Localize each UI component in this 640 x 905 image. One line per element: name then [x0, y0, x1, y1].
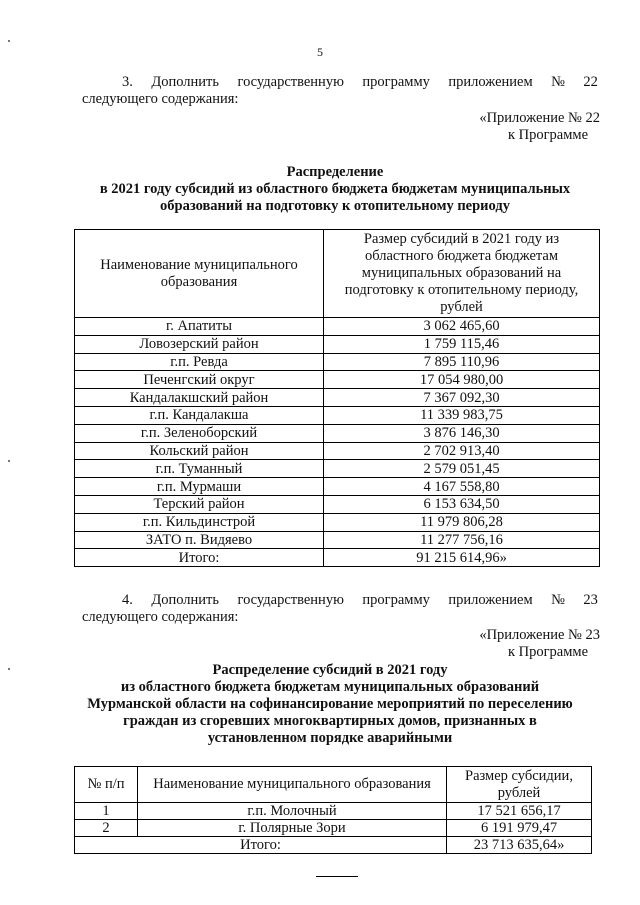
item-4-word: №	[551, 592, 565, 608]
cell-name: Ловозерский район	[75, 335, 324, 353]
cell-number: 2	[75, 820, 138, 837]
item-3-word: 22	[583, 74, 598, 90]
title-23-line: из областного бюджета бюджетам муниципальных образований	[120, 679, 540, 695]
item-3-word: приложением	[448, 74, 533, 90]
cell-amount: 4 167 558,80	[324, 478, 600, 496]
cell-name: г.п. Туманный	[75, 460, 324, 478]
item-4-paragraph	[82, 592, 598, 626]
item-4-word: 23	[583, 592, 598, 608]
table-row	[75, 513, 600, 531]
table-row	[75, 406, 600, 424]
table-row	[75, 335, 600, 353]
title-22	[70, 164, 600, 215]
cell-name: Терский район	[75, 495, 324, 513]
item-3-line-2: следующего содержания:	[82, 91, 239, 107]
page-number: 5	[317, 45, 323, 59]
cell-amount: 6 153 634,50	[324, 495, 600, 513]
table-row	[75, 495, 600, 513]
cell-name: ЗАТО п. Видяево	[75, 531, 324, 549]
cell-name: Кольский район	[75, 442, 324, 460]
table-22-header-row	[75, 230, 600, 318]
appendix-23-line-2: к Программе	[507, 644, 588, 660]
item-4-word: государственную	[237, 592, 344, 608]
item-4-line-2: следующего содержания:	[82, 609, 239, 625]
cell-name: г.п. Молочный	[138, 803, 447, 820]
cell-amount: 17 521 656,17	[447, 803, 592, 820]
title-23-line: Распределение субсидий в 2021 году	[212, 662, 448, 678]
title-23-line: установленном порядке аварийными	[207, 730, 453, 746]
item-4-word: приложением	[448, 592, 533, 608]
appendix-22-line-2: к Программе	[507, 127, 588, 143]
appendix-23-line-1: «Приложение № 23	[479, 627, 600, 643]
cell-amount: 2 579 051,45	[324, 460, 600, 478]
title-23-line: граждан из сгоревших многоквартирных домов, признанных в	[123, 713, 537, 729]
item-3-paragraph	[82, 74, 598, 108]
table-23	[74, 766, 592, 854]
table-23-header-number: № п/п	[75, 767, 138, 803]
table-row	[75, 531, 600, 549]
title-22-line: Распределение	[286, 164, 384, 180]
cell-amount: 7 895 110,96	[324, 353, 600, 371]
item-4-word: программу	[362, 592, 430, 608]
table-23-header-row	[75, 767, 592, 803]
table-row	[75, 478, 600, 496]
table-23-header-amount: Размер субсидии, рублей	[447, 767, 592, 803]
title-23-line: Мурманской области на софинансирование мероприятий по переселению	[87, 696, 573, 712]
table-22	[74, 229, 600, 567]
item-4-word: Дополнить	[151, 592, 220, 608]
table-23-header-name: Наименование муниципального образования	[138, 767, 447, 803]
title-23	[60, 662, 600, 747]
title-22-line: в 2021 году субсидий из областного бюджета бюджетам муниципальных	[99, 181, 571, 197]
cell-amount: 11 339 983,75	[324, 406, 600, 424]
cell-name: г.п. Кандалакша	[75, 406, 324, 424]
appendix-22-line-1: «Приложение № 22	[479, 110, 600, 126]
appendix-23-caption	[380, 627, 600, 661]
item-3-word: государственную	[237, 74, 344, 90]
cell-name: г.п. Мурмаши	[75, 478, 324, 496]
table-row	[75, 803, 592, 820]
item-3-word: программу	[362, 74, 430, 90]
cell-amount: 1 759 115,46	[324, 335, 600, 353]
table-row	[75, 820, 592, 837]
table-row	[75, 353, 600, 371]
cell-amount: 2 702 913,40	[324, 442, 600, 460]
item-3-word: 3.	[122, 74, 133, 90]
title-22-line: образований на подготовку к отопительному периоду	[160, 198, 510, 214]
table-23-total-row	[75, 837, 592, 854]
cell-name: Печенгский округ	[75, 371, 324, 389]
table-row	[75, 371, 600, 389]
closing-rule	[316, 876, 358, 877]
cell-name: Кандалакшский район	[75, 389, 324, 407]
total-amount: 91 215 614,96»	[324, 549, 600, 567]
total-amount: 23 713 635,64»	[447, 837, 592, 854]
cell-name: г.п. Зеленоборский	[75, 424, 324, 442]
cell-name: г. Полярные Зори	[138, 820, 447, 837]
table-row	[75, 442, 600, 460]
table-row	[75, 424, 600, 442]
table-row	[75, 460, 600, 478]
item-4-word: 4.	[122, 592, 133, 608]
cell-amount: 11 979 806,28	[324, 513, 600, 531]
table-row	[75, 389, 600, 407]
item-3-word: №	[551, 74, 565, 90]
total-label: Итого:	[75, 837, 447, 854]
scan-speck	[8, 40, 10, 42]
cell-amount: 11 277 756,16	[324, 531, 600, 549]
total-label: Итого:	[75, 549, 324, 567]
cell-amount: 3 062 465,60	[324, 318, 600, 336]
appendix-22-caption	[380, 110, 600, 144]
table-22-total-row	[75, 549, 600, 567]
cell-name: г. Апатиты	[75, 318, 324, 336]
cell-name: г.п. Кильдинстрой	[75, 513, 324, 531]
cell-amount: 7 367 092,30	[324, 389, 600, 407]
scan-speck	[8, 668, 10, 670]
cell-amount: 17 054 980,00	[324, 371, 600, 389]
item-3-word: Дополнить	[151, 74, 220, 90]
cell-amount: 6 191 979,47	[447, 820, 592, 837]
cell-name: г.п. Ревда	[75, 353, 324, 371]
table-22-header-name: Наименование муниципального образования	[75, 230, 324, 318]
table-row	[75, 318, 600, 336]
cell-number: 1	[75, 803, 138, 820]
table-22-header-amount: Размер субсидий в 2021 году из областного бюджета бюджетам муниципальных образований на подготовку к отопительному периоду, рублей	[324, 230, 600, 318]
scan-speck	[8, 460, 10, 462]
cell-amount: 3 876 146,30	[324, 424, 600, 442]
